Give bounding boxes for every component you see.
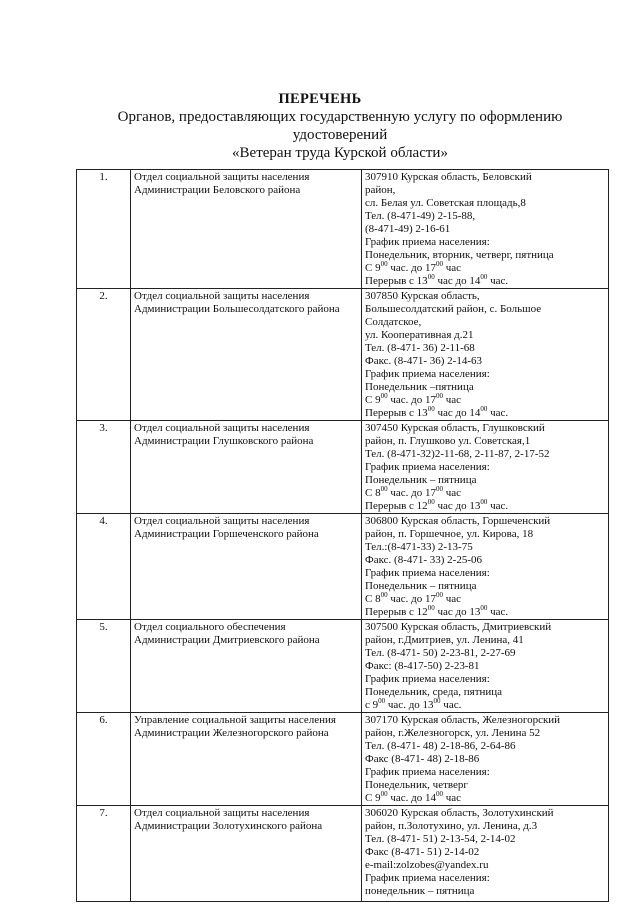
- break-hours-line: [365, 500, 605, 513]
- address-line: район,: [365, 184, 396, 196]
- address-line: Факс: (8-417-50) 2-23-81: [365, 660, 480, 672]
- address-line: Понедельник, вторник, четверг, пятница: [365, 249, 554, 261]
- organization-name-line: Отдел социального обеспечения: [134, 621, 286, 633]
- hours-text: час: [443, 593, 462, 605]
- address-line: 307500 Курская область, Дмитриевский: [365, 621, 552, 633]
- working-hours-line: [365, 699, 605, 712]
- document-subtitle: [110, 108, 570, 162]
- address-line: 307850 Курская область,: [365, 290, 480, 302]
- hours-text: час.: [487, 407, 509, 419]
- address-line: График приема населения:: [365, 766, 490, 778]
- organization-cell: [131, 514, 362, 620]
- address-line: понедельник – пятница: [365, 885, 475, 897]
- address-line: Понедельник, четверг: [365, 779, 468, 791]
- address-cell: [362, 421, 609, 514]
- agencies-table: [76, 169, 609, 902]
- minutes-superscript: 00: [433, 697, 441, 705]
- table-row: [77, 806, 609, 902]
- hours-text: час: [443, 792, 462, 804]
- address-line: График приема населения:: [365, 872, 490, 884]
- working-hours-line: [365, 792, 605, 805]
- minutes-superscript: 00: [427, 273, 435, 281]
- address-line: Тел. (8-471- 50) 2-23-81, 2-27-69: [365, 647, 516, 659]
- hours-text: час. до 17: [387, 593, 436, 605]
- address-line: ул. Кооперативная д.21: [365, 329, 474, 341]
- address-line: Тел. (8-471- 36) 2-11-68: [365, 342, 475, 354]
- address-cell: [362, 170, 609, 289]
- row-number: 4.: [77, 514, 131, 620]
- organization-name-line: Управление социальной защиты населения: [134, 714, 336, 726]
- hours-text: час. до 17: [387, 262, 436, 274]
- minutes-superscript: 00: [436, 260, 443, 268]
- address-line: Факс. (8-471- 36) 2-14-63: [365, 355, 483, 367]
- hours-text: Перерыв с 13: [365, 407, 428, 419]
- organization-name-line: Администрации Горшеченского района: [134, 528, 319, 540]
- hours-text: С 9: [365, 394, 381, 406]
- address-line: 306020 Курская область, Золотухинский: [365, 807, 554, 819]
- address-line: 307450 Курская область, Глушковский: [365, 422, 545, 434]
- minutes-superscript: 00: [427, 405, 435, 413]
- table-row: [77, 170, 609, 289]
- row-number: 1.: [77, 170, 131, 289]
- minutes-superscript: 00: [380, 260, 388, 268]
- hours-text: час. до 14: [387, 792, 436, 804]
- organization-cell: [131, 289, 362, 421]
- address-line: Понедельник – пятница: [365, 580, 477, 592]
- address-line: Тел. (8-471- 48) 2-18-86, 2-64-86: [365, 740, 516, 752]
- hours-text: час до 14: [434, 275, 481, 287]
- address-line: Факс. (8-471- 33) 2-25-06: [365, 554, 483, 566]
- address-line: район, п. Горшечное, ул. Кирова, 18: [365, 528, 534, 540]
- minutes-superscript: 00: [378, 697, 386, 705]
- hours-text: час.: [487, 606, 509, 618]
- address-line: район, г.Железногорск, ул. Ленина 52: [365, 727, 541, 739]
- organization-name-line: Администрации Дмитриевского района: [134, 634, 320, 646]
- hours-text: час. до 17: [387, 394, 436, 406]
- hours-text: С 8: [365, 593, 381, 605]
- address-line: Факс (8-471- 51) 2-14-02: [365, 846, 480, 858]
- address-line: Тел. (8-471-49) 2-15-88,: [365, 210, 476, 222]
- hours-text: час. до 17: [387, 487, 436, 499]
- minutes-superscript: 00: [436, 485, 443, 493]
- minutes-superscript: 00: [380, 485, 388, 493]
- organization-cell: [131, 620, 362, 713]
- address-line: График приема населения:: [365, 236, 490, 248]
- address-line: 306800 Курская область, Горшеченский: [365, 515, 551, 527]
- minutes-superscript: 00: [436, 591, 443, 599]
- minutes-superscript: 00: [427, 498, 435, 506]
- hours-text: с 9: [365, 699, 379, 711]
- row-number: 2.: [77, 289, 131, 421]
- address-line: Тел.:(8-471-33) 2-13-75: [365, 541, 473, 553]
- organization-name-line: Администрации Железногорского района: [134, 727, 329, 739]
- organization-cell: [131, 713, 362, 806]
- minutes-superscript: 00: [427, 604, 435, 612]
- table-row: [77, 289, 609, 421]
- minutes-superscript: 00: [436, 392, 443, 400]
- table-row: [77, 514, 609, 620]
- hours-text: С 9: [365, 792, 381, 804]
- address-line: Понедельник – пятница: [365, 474, 477, 486]
- organization-name-line: Администрации Большесолдатского района: [134, 303, 340, 315]
- minutes-superscript: 00: [480, 604, 488, 612]
- address-line: Тел. (8-471- 51) 2-13-54, 2-14-02: [365, 833, 516, 845]
- address-cell: [362, 713, 609, 806]
- row-number: 7.: [77, 806, 131, 902]
- organization-name-line: Отдел социальной защиты населения: [134, 290, 310, 302]
- address-line: График приема населения:: [365, 368, 490, 380]
- address-line: район, п. Глушково ул. Советская,1: [365, 435, 531, 447]
- hours-text: Перерыв с 12: [365, 500, 428, 512]
- hours-text: Перерыв с 13: [365, 275, 428, 287]
- address-line: Солдатское,: [365, 316, 422, 328]
- address-line: район, г.Дмитриев, ул. Ленина, 41: [365, 634, 524, 646]
- organization-name-line: Администрации Золотухинского района: [134, 820, 323, 832]
- minutes-superscript: 00: [480, 273, 488, 281]
- address-cell: [362, 289, 609, 421]
- address-cell: [362, 620, 609, 713]
- minutes-superscript: 00: [380, 392, 388, 400]
- subtitle-line-1: Органов, предоставляющих государственную услугу по оформлению: [117, 109, 563, 125]
- address-cell: [362, 514, 609, 620]
- hours-text: час: [443, 394, 462, 406]
- minutes-superscript: 00: [380, 591, 388, 599]
- minutes-superscript: 00: [480, 405, 488, 413]
- organization-name-line: Отдел социальной защиты населения: [134, 807, 310, 819]
- subtitle-line-3: «Ветеран труда Курской области»: [232, 145, 448, 161]
- hours-text: час до 13: [434, 606, 481, 618]
- hours-text: час: [443, 262, 462, 274]
- organization-cell: [131, 806, 362, 902]
- organization-name-line: Отдел социальной защиты населения: [134, 422, 310, 434]
- address-line: Понедельник –пятница: [365, 381, 474, 393]
- document-title: ПЕРЕЧЕНЬ: [278, 91, 362, 107]
- address-line: (8-471-49) 2-16-61: [365, 223, 451, 235]
- address-line: График приема населения:: [365, 673, 490, 685]
- hours-text: час до 14: [434, 407, 481, 419]
- minutes-superscript: 00: [480, 498, 488, 506]
- hours-text: час.: [487, 500, 509, 512]
- address-line: район, п.Золотухино, ул. Ленина, д.3: [365, 820, 538, 832]
- address-line: Тел. (8-471-32)2-11-68, 2-11-87, 2-17-52: [365, 448, 550, 460]
- break-hours-line: [365, 275, 605, 288]
- row-number: 3.: [77, 421, 131, 514]
- address-line: График приема населения:: [365, 461, 490, 473]
- hours-text: Перерыв с 12: [365, 606, 428, 618]
- hours-text: час до 13: [434, 500, 481, 512]
- table-row: [77, 713, 609, 806]
- address-line: сл. Белая ул. Советская площадь,8: [365, 197, 526, 209]
- hours-text: час.: [487, 275, 509, 287]
- hours-text: С 9: [365, 262, 381, 274]
- hours-text: С 8: [365, 487, 381, 499]
- address-line: e-mail:zolzobes@yandex.ru: [365, 859, 489, 871]
- minutes-superscript: 00: [436, 790, 443, 798]
- address-line: График приема населения:: [365, 567, 490, 579]
- table-row: [77, 620, 609, 713]
- hours-text: час: [443, 487, 462, 499]
- organization-cell: [131, 421, 362, 514]
- organization-name-line: Отдел социальной защиты населения: [134, 515, 310, 527]
- address-line: Факс (8-471- 48) 2-18-86: [365, 753, 480, 765]
- table-row: [77, 421, 609, 514]
- minutes-superscript: 00: [380, 790, 388, 798]
- address-line: 307170 Курская область, Железногорский: [365, 714, 561, 726]
- address-line: 307910 Курская область, Беловский: [365, 171, 532, 183]
- hours-text: час. до 13: [385, 699, 434, 711]
- address-line: Понедельник, среда, пятница: [365, 686, 503, 698]
- organization-name-line: Администрации Глушковского района: [134, 435, 314, 447]
- row-number: 6.: [77, 713, 131, 806]
- break-hours-line: [365, 606, 605, 619]
- break-hours-line: [365, 407, 605, 420]
- address-cell: [362, 806, 609, 902]
- organization-cell: [131, 170, 362, 289]
- subtitle-line-2: удостоверений: [292, 127, 388, 143]
- hours-text: час.: [440, 699, 462, 711]
- row-number: 5.: [77, 620, 131, 713]
- organization-name-line: Администрации Беловского района: [134, 184, 301, 196]
- organization-name-line: Отдел социальной защиты населения: [134, 171, 310, 183]
- address-line: Большесолдатский район, с. Большое: [365, 303, 542, 315]
